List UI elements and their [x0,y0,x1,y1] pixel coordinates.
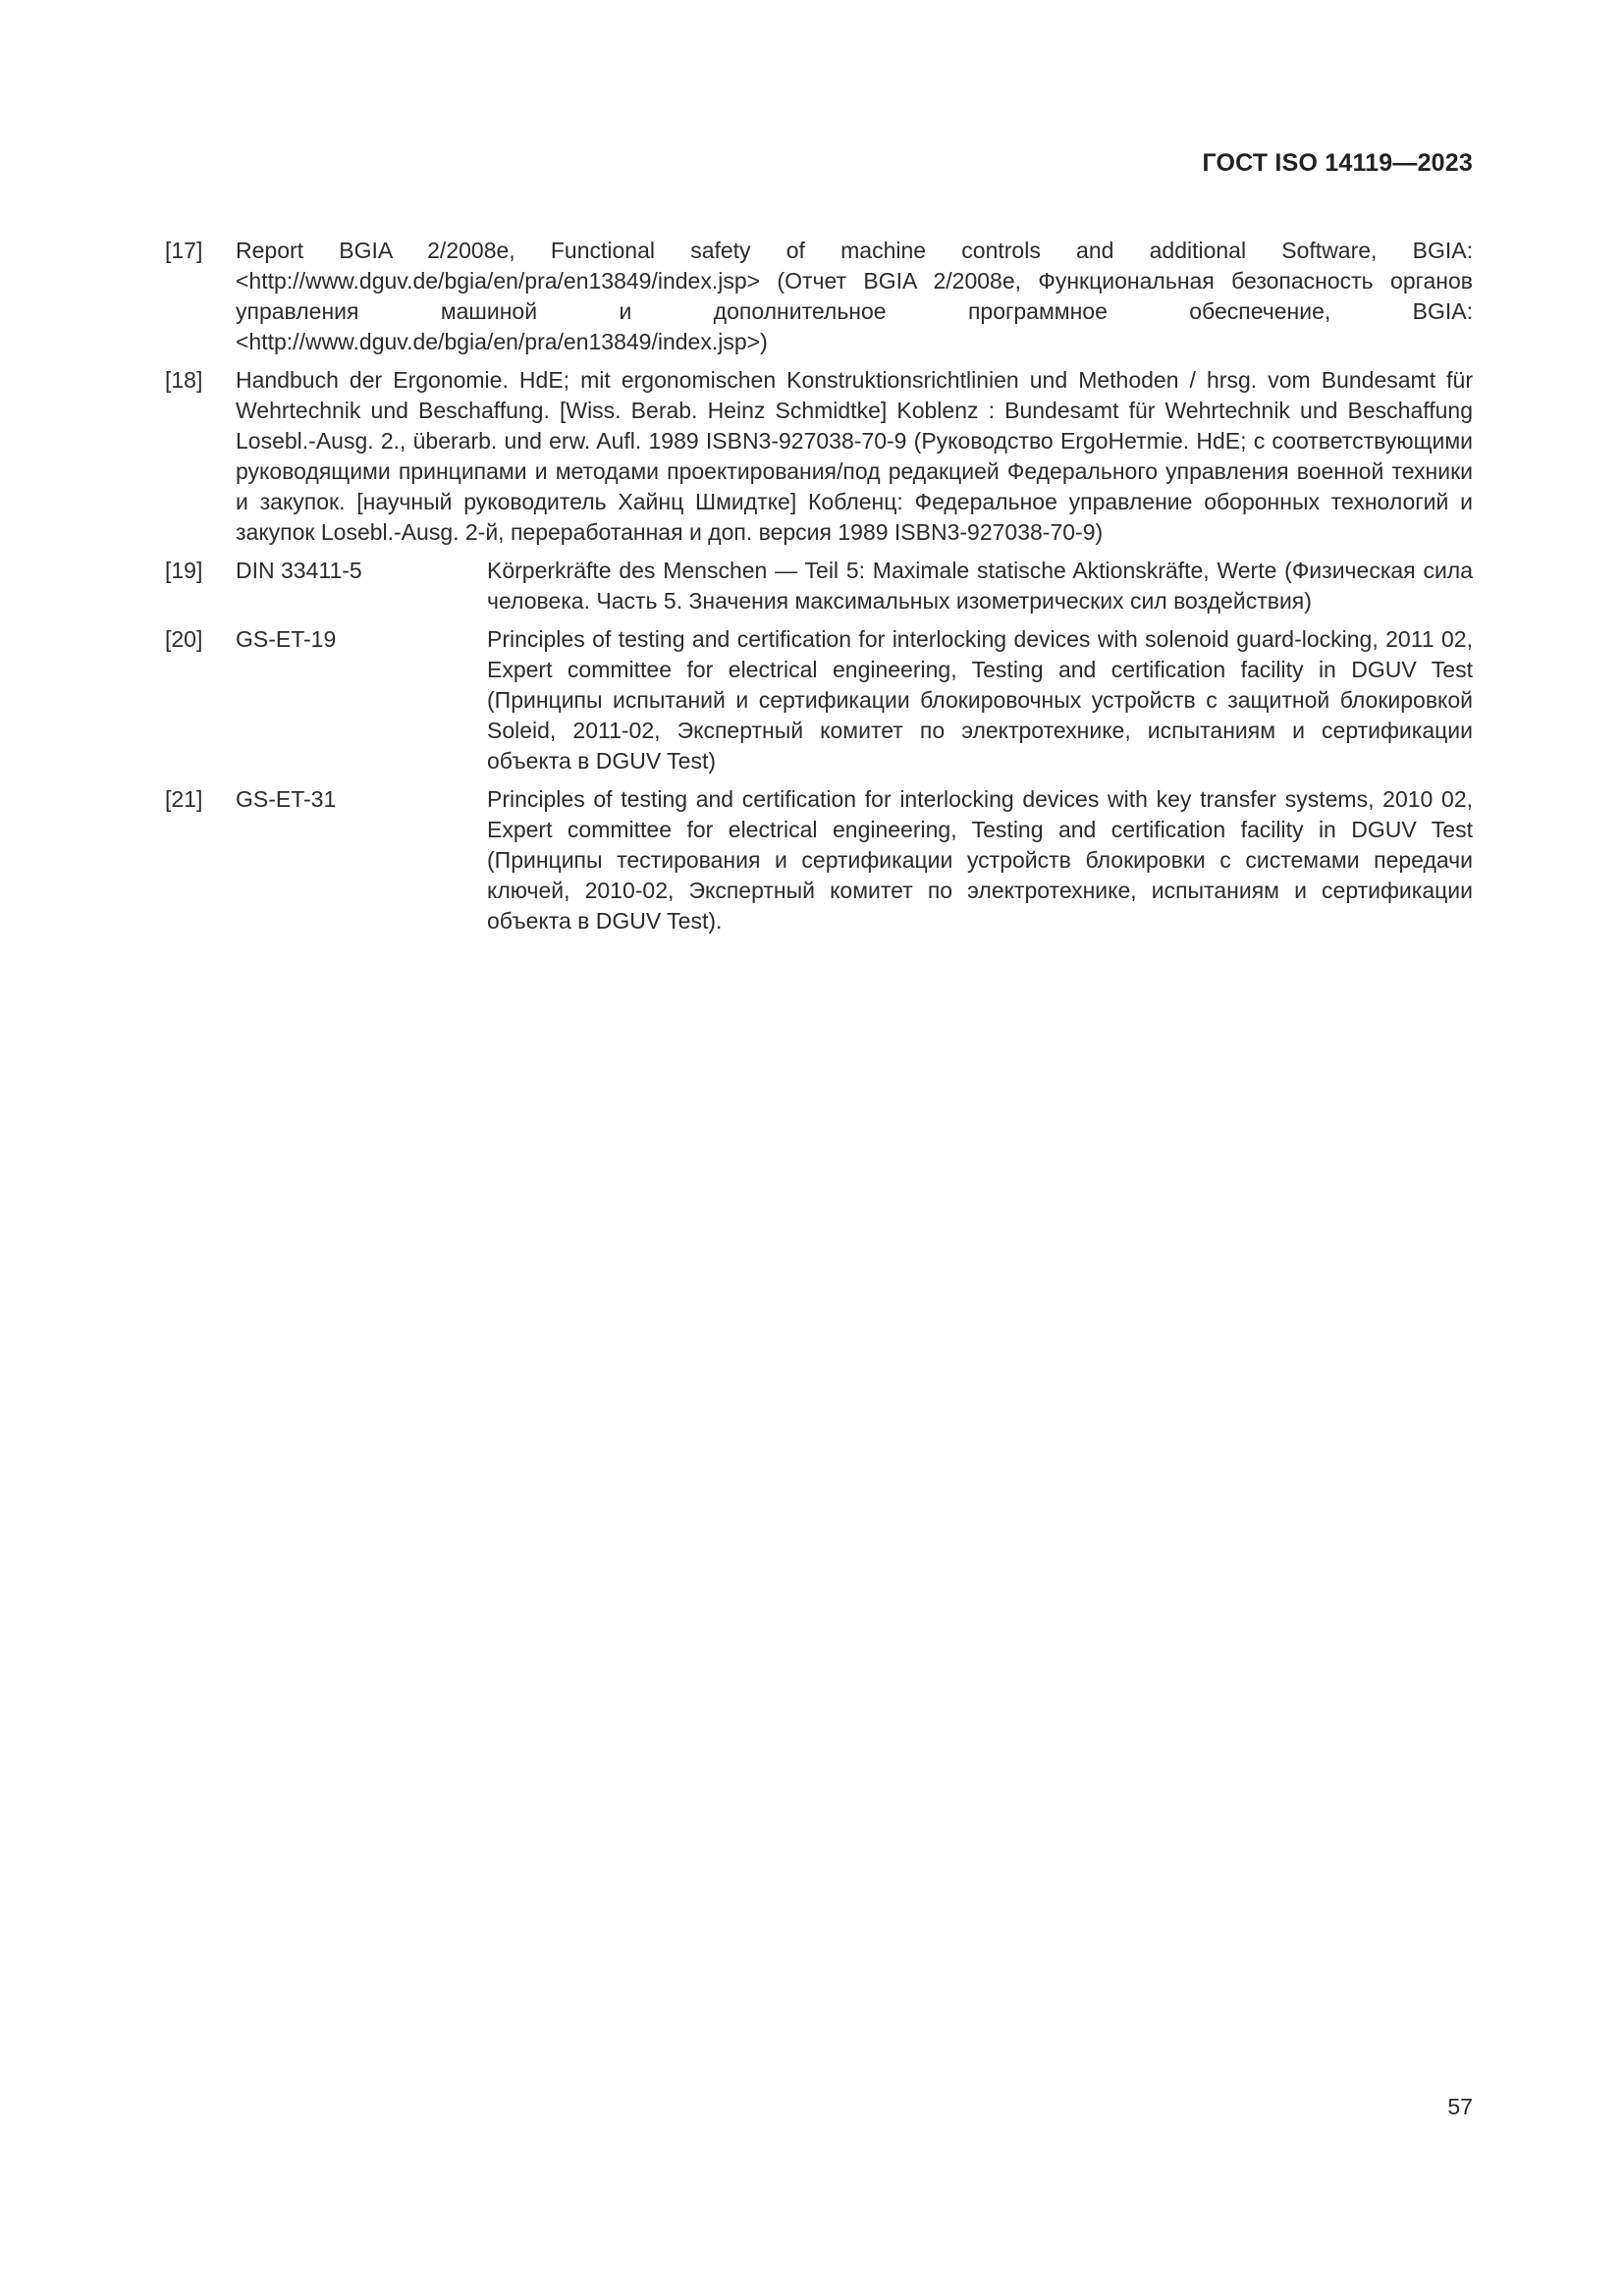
bibliography-entry-18 [165,365,1473,548]
page-number: 57 [1447,2094,1473,2119]
bibliography-text: Principles of testing and certification for interlocking devices with solenoid guard-locking, 2011 02, Expert committee for electrical engineering, Testing and certification facility in DGUV Test (Принципы испытаний и сертификации блокировочных устройств с защитной блокировкой Soleid, 2011-02, Экспертный комитет по электротехнике, испытаниям и сертификации объекта в DGUV Test) [487,626,1473,774]
bibliography-code: GS-ET-19 [236,626,337,652]
bibliography-entry-20 [165,624,1473,776]
bibliography-text: Report BGIA 2/2008e, Functional safety of machine controls and additional Software, BGIA: <http://www.dguv.de/bgia/en/pra/en13849/index.jsp> (Отчет BGIA 2/2008e, Функциональная безопасность органов управления машиной и дополнительное программное обеспечение, BGIA: <http://www.dguv.de/bgia/en/pra/en13849/index.jsp>) [236,238,1473,354]
bibliography-list [165,236,1473,944]
bibliography-entry-21 [165,784,1473,936]
bibliography-text: Principles of testing and certification for interlocking devices with key transfer systems, 2010 02, Expert committee for electrical engineering, Testing and certification facility in DGUV Test (Принципы тестирования и сертификации устройств блокировки с системами передачи ключей, 2010-02, Экспертный комитет по электротехнике, испытаниям и сертификации объекта в DGUV Test). [487,786,1473,934]
bibliography-number: [20] [165,626,203,652]
bibliography-number: [18] [165,367,203,393]
bibliography-code: DIN 33411-5 [236,558,362,583]
bibliography-code: GS-ET-31 [236,786,337,812]
bibliography-entry-19 [165,556,1473,616]
page-header-standard-id: ГОСТ ISO 14119—2023 [1202,149,1473,177]
bibliography-number: [21] [165,786,203,812]
bibliography-text: Körperkräfte des Menschen — Teil 5: Maximale statische Aktionskräfte, Werte (Физическая сила человека. Часть 5. Значения максимальных изометрических сил воздействия) [487,558,1473,614]
bibliography-entry-17 [165,236,1473,357]
bibliography-number: [17] [165,238,203,263]
bibliography-text: Handbuch der Ergonomie. HdE; mit ergonomischen Konstruktionsrichtlinien und Methoden / hrsg. vom Bundesamt für Wehrtechnik und Beschaffung. [Wiss. Berab. Heinz Schmidtke] Koblenz : Bundesamt für Wehrtechnik und Beschaffung Losebl.-Ausg. 2., überarb. und erw. Aufl. 1989 ISBN3-927038-70-9 (Руководство ErgoHетmie. HdE; с соответствующими руководящими принципами и методами проектирования/под редакцией Федерального управления военной техники и закупок. [научный руководитель Хайнц Шмидтке] Кобленц: Федеральное управление оборонных технологий и закупок Losebl.-Ausg. 2-й, переработанная и доп. версия 1989 ISBN3-927038-70-9) [236,367,1473,545]
bibliography-number: [19] [165,558,203,583]
